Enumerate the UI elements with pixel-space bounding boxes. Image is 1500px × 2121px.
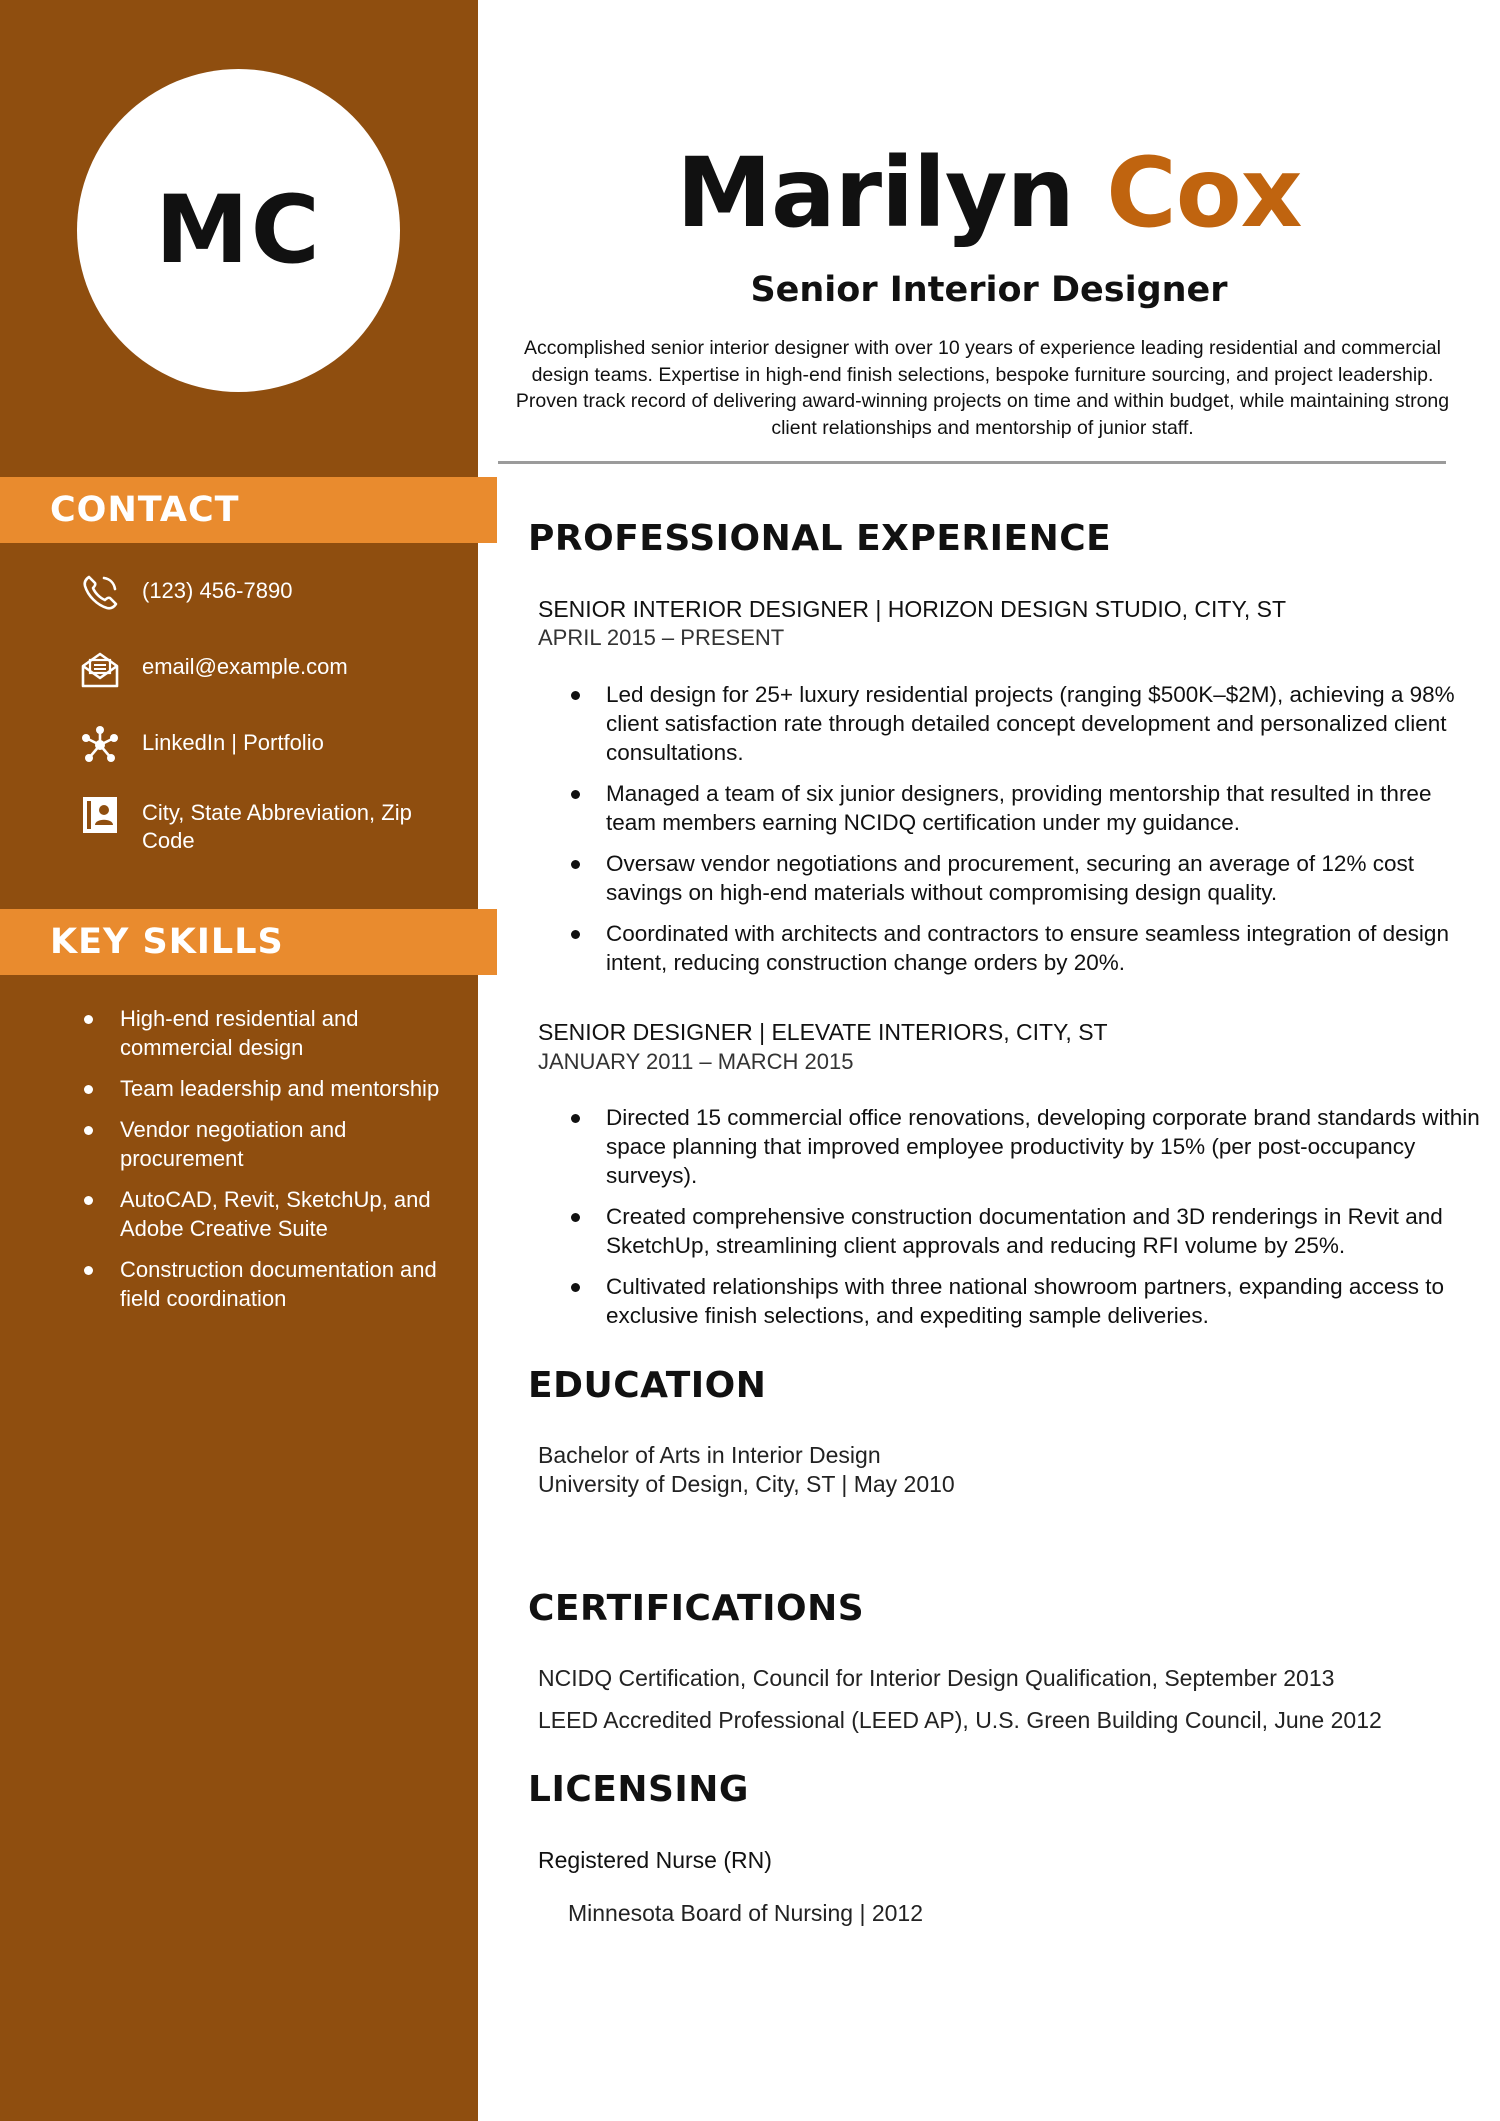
job-bullets: [565, 1103, 1480, 1342]
job-bullet: Managed a team of six junior designers, providing mentorship that resulted in three team members earning NCIDQ certification under my guidance.: [565, 779, 1480, 837]
key-skills-heading: KEY SKILLS: [0, 909, 497, 975]
monogram-avatar: [77, 69, 400, 392]
contact-phone[interactable]: [78, 571, 442, 615]
links-text: LinkedIn | Portfolio: [142, 730, 324, 755]
job-dates: JANUARY 2011 – MARCH 2015: [538, 1049, 854, 1074]
first-name: Marilyn: [676, 137, 1074, 249]
job-bullet: Cultivated relationships with three national showroom partners, expanding access to exclusive finish selections, and expediting sample deliveries.: [565, 1272, 1480, 1330]
job-bullet: Oversaw vendor negotiations and procurement, securing an average of 12% cost savings on high-end materials without compromising design quality.: [565, 849, 1480, 907]
contact-email[interactable]: [78, 647, 442, 691]
certification-item: LEED Accredited Professional (LEED AP), U.S. Green Building Council, June 2012: [538, 1707, 1382, 1733]
job-bullet: Led design for 25+ luxury residential projects (ranging $500K–$2M), achieving a 98% client satisfaction rate through detailed concept development and personalized client consultations.: [565, 680, 1480, 767]
address-card-icon: [78, 793, 122, 837]
contact-links[interactable]: [78, 723, 442, 767]
professional-summary: Accomplished senior interior designer with over 10 years of experience leading residential and commercial design teams. Expertise in high-end finish selections, bespoke furniture sourcing, and project leadership. Proven track record of delivering award-winning projects on time and within budget, while maintaining strong client relationships and mentorship of junior staff.: [515, 337, 1450, 439]
job-title: SENIOR INTERIOR DESIGNER | HORIZON DESIGN STUDIO, CITY, ST: [538, 596, 1287, 622]
job-bullet: Coordinated with architects and contractors to ensure seamless integration of design intent, reducing construction change orders by 20%.: [565, 919, 1480, 977]
contact-address[interactable]: [78, 793, 442, 855]
skills-list: [80, 1004, 460, 1325]
network-icon: [78, 723, 122, 767]
envelope-icon: [78, 647, 122, 691]
email-text: email@example.com: [142, 654, 348, 679]
education-heading: EDUCATION: [528, 1365, 767, 1406]
last-name: Cox: [1106, 137, 1302, 249]
job-title: SENIOR DESIGNER | ELEVATE INTERIORS, CITY, ST: [538, 1019, 1108, 1045]
candidate-name: [478, 138, 1500, 248]
job-bullets: [565, 680, 1480, 989]
job-dates: APRIL 2015 – PRESENT: [538, 625, 785, 650]
license-name: Registered Nurse (RN): [538, 1847, 772, 1873]
header-divider: [498, 461, 1446, 464]
phone-icon: [78, 571, 122, 615]
contact-heading: CONTACT: [0, 477, 497, 543]
skill-item: Construction documentation and field coordination: [80, 1255, 460, 1313]
job-bullet: Directed 15 commercial office renovations, developing corporate brand standards within space planning that improved employee productivity by 15% (per post-occupancy surveys).: [565, 1103, 1480, 1190]
skill-item: High-end residential and commercial design: [80, 1004, 460, 1062]
certification-item: NCIDQ Certification, Council for Interior Design Qualification, September 2013: [538, 1665, 1335, 1691]
sidebar: [0, 0, 478, 2121]
job-title-heading: Senior Interior Designer: [750, 270, 1228, 310]
job-bullet: Created comprehensive construction documentation and 3D renderings in Revit and SketchUp, streamlining client approvals and reducing RFI volume by 25%.: [565, 1202, 1480, 1260]
initials: MC: [155, 176, 322, 285]
education-school: University of Design, City, ST | May 2010: [538, 1471, 955, 1497]
licensing-heading: LICENSING: [528, 1769, 749, 1810]
skill-item: Vendor negotiation and procurement: [80, 1115, 460, 1173]
skill-item: AutoCAD, Revit, SketchUp, and Adobe Creative Suite: [80, 1185, 460, 1243]
education-degree: Bachelor of Arts in Interior Design: [538, 1442, 881, 1468]
experience-heading: PROFESSIONAL EXPERIENCE: [528, 518, 1112, 559]
address-text: City, State Abbreviation, Zip Code: [142, 800, 412, 853]
certifications-heading: CERTIFICATIONS: [528, 1588, 865, 1629]
phone-text: (123) 456-7890: [142, 578, 293, 603]
license-board: Minnesota Board of Nursing | 2012: [568, 1900, 924, 1926]
skill-item: Team leadership and mentorship: [80, 1074, 460, 1103]
